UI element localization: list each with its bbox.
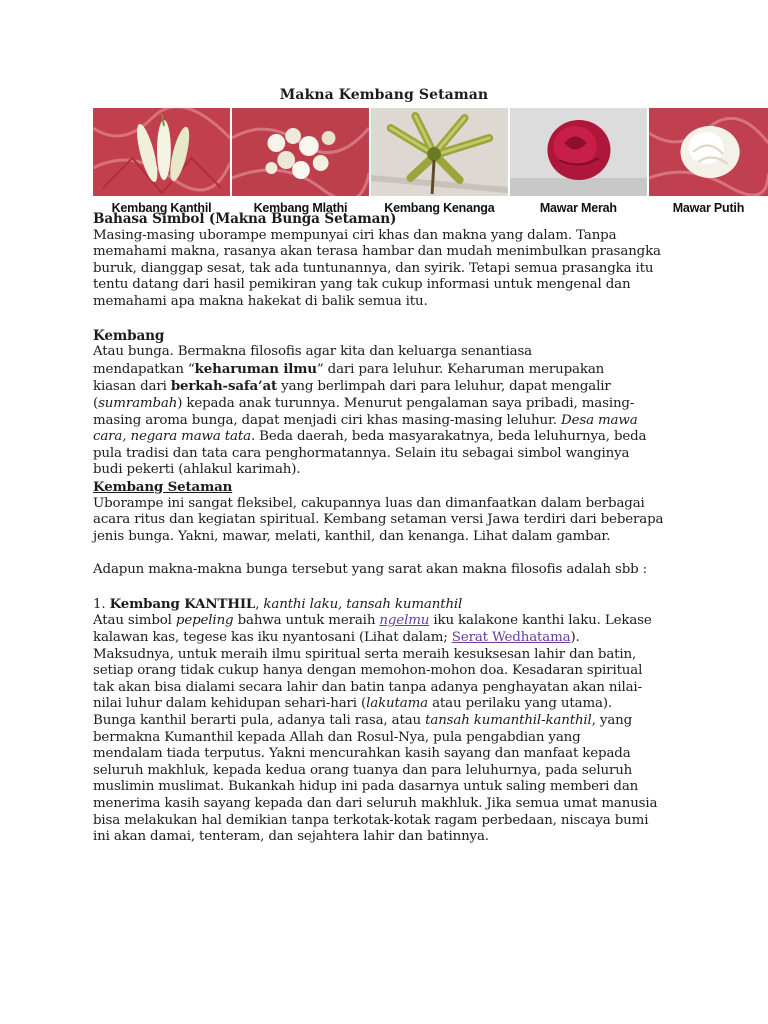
text-line: seluruh makhluk, kepada kedua orang tuanya dan para leluhurnya, pada seluruh: [93, 762, 633, 778]
text-span: . Beda daerah, beda masyarakatnya, beda leluhurnya, beda: [250, 429, 647, 445]
mlathi-photo: [232, 108, 369, 196]
text-span: Bunga kanthil berarti pula, adanya tali rasa, atau: [93, 713, 426, 729]
section-heading-bahasa-simbol: Bahasa Simbol (Makna Bunga Setaman): [93, 211, 397, 227]
article-body: [93, 211, 683, 846]
emphasis-negara-mawa-tata: cara, negara mawa tata: [93, 429, 251, 445]
flower-caption: Mawar Merah: [539, 201, 617, 215]
emphasis-tansah-kumanthil: tansah kumanthil-kanthil: [425, 713, 592, 729]
flower-tile-mawar-merah: [510, 108, 647, 216]
text-span: bahwa untuk meraih: [233, 613, 380, 629]
emphasis-lakutama: lakutama: [366, 696, 428, 712]
mawar-putih-photo: [649, 108, 768, 196]
text-line: [93, 413, 683, 430]
text-span: ) kepada anak turunnya. Menurut pengalaman saya pribadi, masing-: [177, 395, 635, 411]
text-line: pula tradisi dan tata cara penghormatannya. Selain itu sebagai simbol wanginya: [93, 445, 630, 461]
kenanga-photo: [371, 108, 508, 196]
text-line: tak akan bisa dialami secara lahir dan batin tanpa adanya penghayatan akan nilai-: [93, 679, 642, 695]
flower-tile-kenanga: [371, 108, 508, 216]
text-line: bermakna Kumanthil kepada Allah dan Rosul-Nya, pula pengabdian yang: [93, 729, 581, 745]
text-span: mendapatkan “: [93, 361, 195, 377]
text-span: , yang: [591, 713, 633, 729]
text-line: Maksudnya, untuk meraih ilmu spiritual serta meraih kesuksesan lahir dan batin,: [93, 646, 637, 662]
emphasis-berkah-safaat: berkah-safa’at: [170, 378, 278, 395]
text-span: ” dari para leluhur. Keharuman merupakan: [316, 361, 605, 377]
text-line: [93, 429, 683, 446]
text-span: kiasan dari: [93, 379, 171, 395]
section-heading-kembang: Kembang: [93, 327, 165, 344]
section-heading-kembang-setaman: Kembang Setaman: [93, 478, 233, 495]
document-title: Makna Kembang Setaman: [279, 87, 489, 103]
flower-tile-kanthil: [93, 108, 230, 216]
flower-tile-mawar-putih: [649, 108, 768, 216]
text-line: [93, 361, 683, 379]
text-line: [93, 396, 683, 413]
text-span: ).: [570, 630, 580, 646]
text-span: kalawan kas, tegese kas iku nyantosani (Lihat dalam;: [93, 630, 452, 646]
section-heading-kanthil: [93, 596, 683, 614]
flower-caption: Kembang Kenanga: [384, 201, 495, 215]
text-line: muslimin muslimat. Bukankah hidup ini pada dasarnya untuk saling memberi dan: [93, 779, 639, 795]
text-line: setiap orang tidak cukup hanya dengan memohon-mohon doa. Kesadaran spiritual: [93, 663, 643, 679]
text-span: yang berlimpah dari para leluhur, dapat mengalir: [277, 379, 611, 395]
text-span: atau perilaku yang utama).: [427, 696, 613, 712]
text-line: mendalam tiada terputus. Yakni mencurahkan kasih sayang dan manfaat kepada: [93, 746, 631, 762]
text-span: iku kalakone kanthi laku. Lekase: [429, 613, 652, 629]
text-line: [93, 630, 683, 647]
text-line: ini akan damai, tenteram, dan sejahtera lahir dan batinnya.: [93, 829, 489, 845]
text-line: [93, 713, 683, 730]
text-line: menerima kasih sayang kepada dan dari seluruh makhluk. Jika semua umat manusia: [93, 796, 658, 811]
text-line: budi pekerti (ahlakul karimah).: [93, 462, 301, 478]
flower-caption: Mawar Putih: [672, 201, 745, 215]
mawar-merah-photo: [510, 108, 647, 196]
flower-caption: Kembang Kanthil: [111, 201, 212, 215]
text-line: Atau bunga. Bermakna filosofis agar kita dan keluarga senantiasa: [93, 344, 532, 360]
link-ngelmu[interactable]: ngelmu: [379, 613, 430, 629]
paragraph-kanthil: [93, 613, 683, 845]
paragraph-kembang-setaman: Uborampe ini sangat fleksibel, cakupannya luas dan dimanfaatkan dalam berbagai acara ritus dan kegiatan spiritual. Kembang setaman versi Jawa terdiri dari beberapa jenis bunga. Yakni, mawar, melati, kanthil, dan kenanga. Lihat dalam gambar.: [93, 495, 664, 544]
text-span: masing aroma bunga, dapat menjadi ciri khas masing-masing leluhur.: [93, 412, 561, 428]
heading-kembang-kanthil: Kembang KANTHIL: [109, 595, 256, 612]
paragraph-kembang: [93, 344, 683, 479]
text-line: [93, 378, 683, 396]
text-line: [93, 696, 683, 713]
text-span: (: [93, 395, 99, 411]
text-span: ,: [255, 596, 264, 612]
emphasis-desa-mawa: Desa mawa: [560, 412, 638, 428]
text-span: Atau simbol: [93, 613, 176, 629]
flower-caption: Kembang Mlathi: [253, 201, 348, 215]
text-line: [93, 613, 683, 630]
text-line: bisa melakukan hal demikian tanpa terkotak-kotak ragam perbedaan, niscaya bumi: [93, 812, 649, 828]
emphasis-keharuman-ilmu: keharuman ilmu: [194, 360, 317, 377]
list-number: 1.: [93, 596, 110, 612]
kanthil-photo: [93, 108, 230, 196]
emphasis-sumrambah: sumrambah: [98, 395, 178, 411]
paragraph-bahasa-simbol: Masing-masing uborampe mempunyai ciri khas dan makna yang dalam. Tanpa memahami makna, rasanya akan terasa hambar dan mudah menimbulkan prasangka buruk, dianggap sesat, tak ada tuntunannya, dan syirik. Tetapi semua prasangka itu tentu datang dari hasil pemikiran yang tak cukup informasi untuk mengenal dan memahami apa makna hakekat di balik semua itu.: [93, 227, 661, 309]
paragraph-intro: Adapun makna-makna bunga tersebut yang sarat akan makna filosofis adalah sbb :: [93, 562, 648, 578]
emphasis-pepeling: pepeling: [175, 613, 234, 629]
flower-image-strip: [93, 108, 768, 216]
flower-tile-mlathi: [232, 108, 369, 216]
text-span: nilai luhur dalam kehidupan sehari-hari (: [93, 696, 367, 712]
subtitle-kanthil: kanthi laku, tansah kumanthil: [263, 596, 463, 612]
link-serat-wedhatama[interactable]: Serat Wedhatama: [451, 630, 571, 646]
